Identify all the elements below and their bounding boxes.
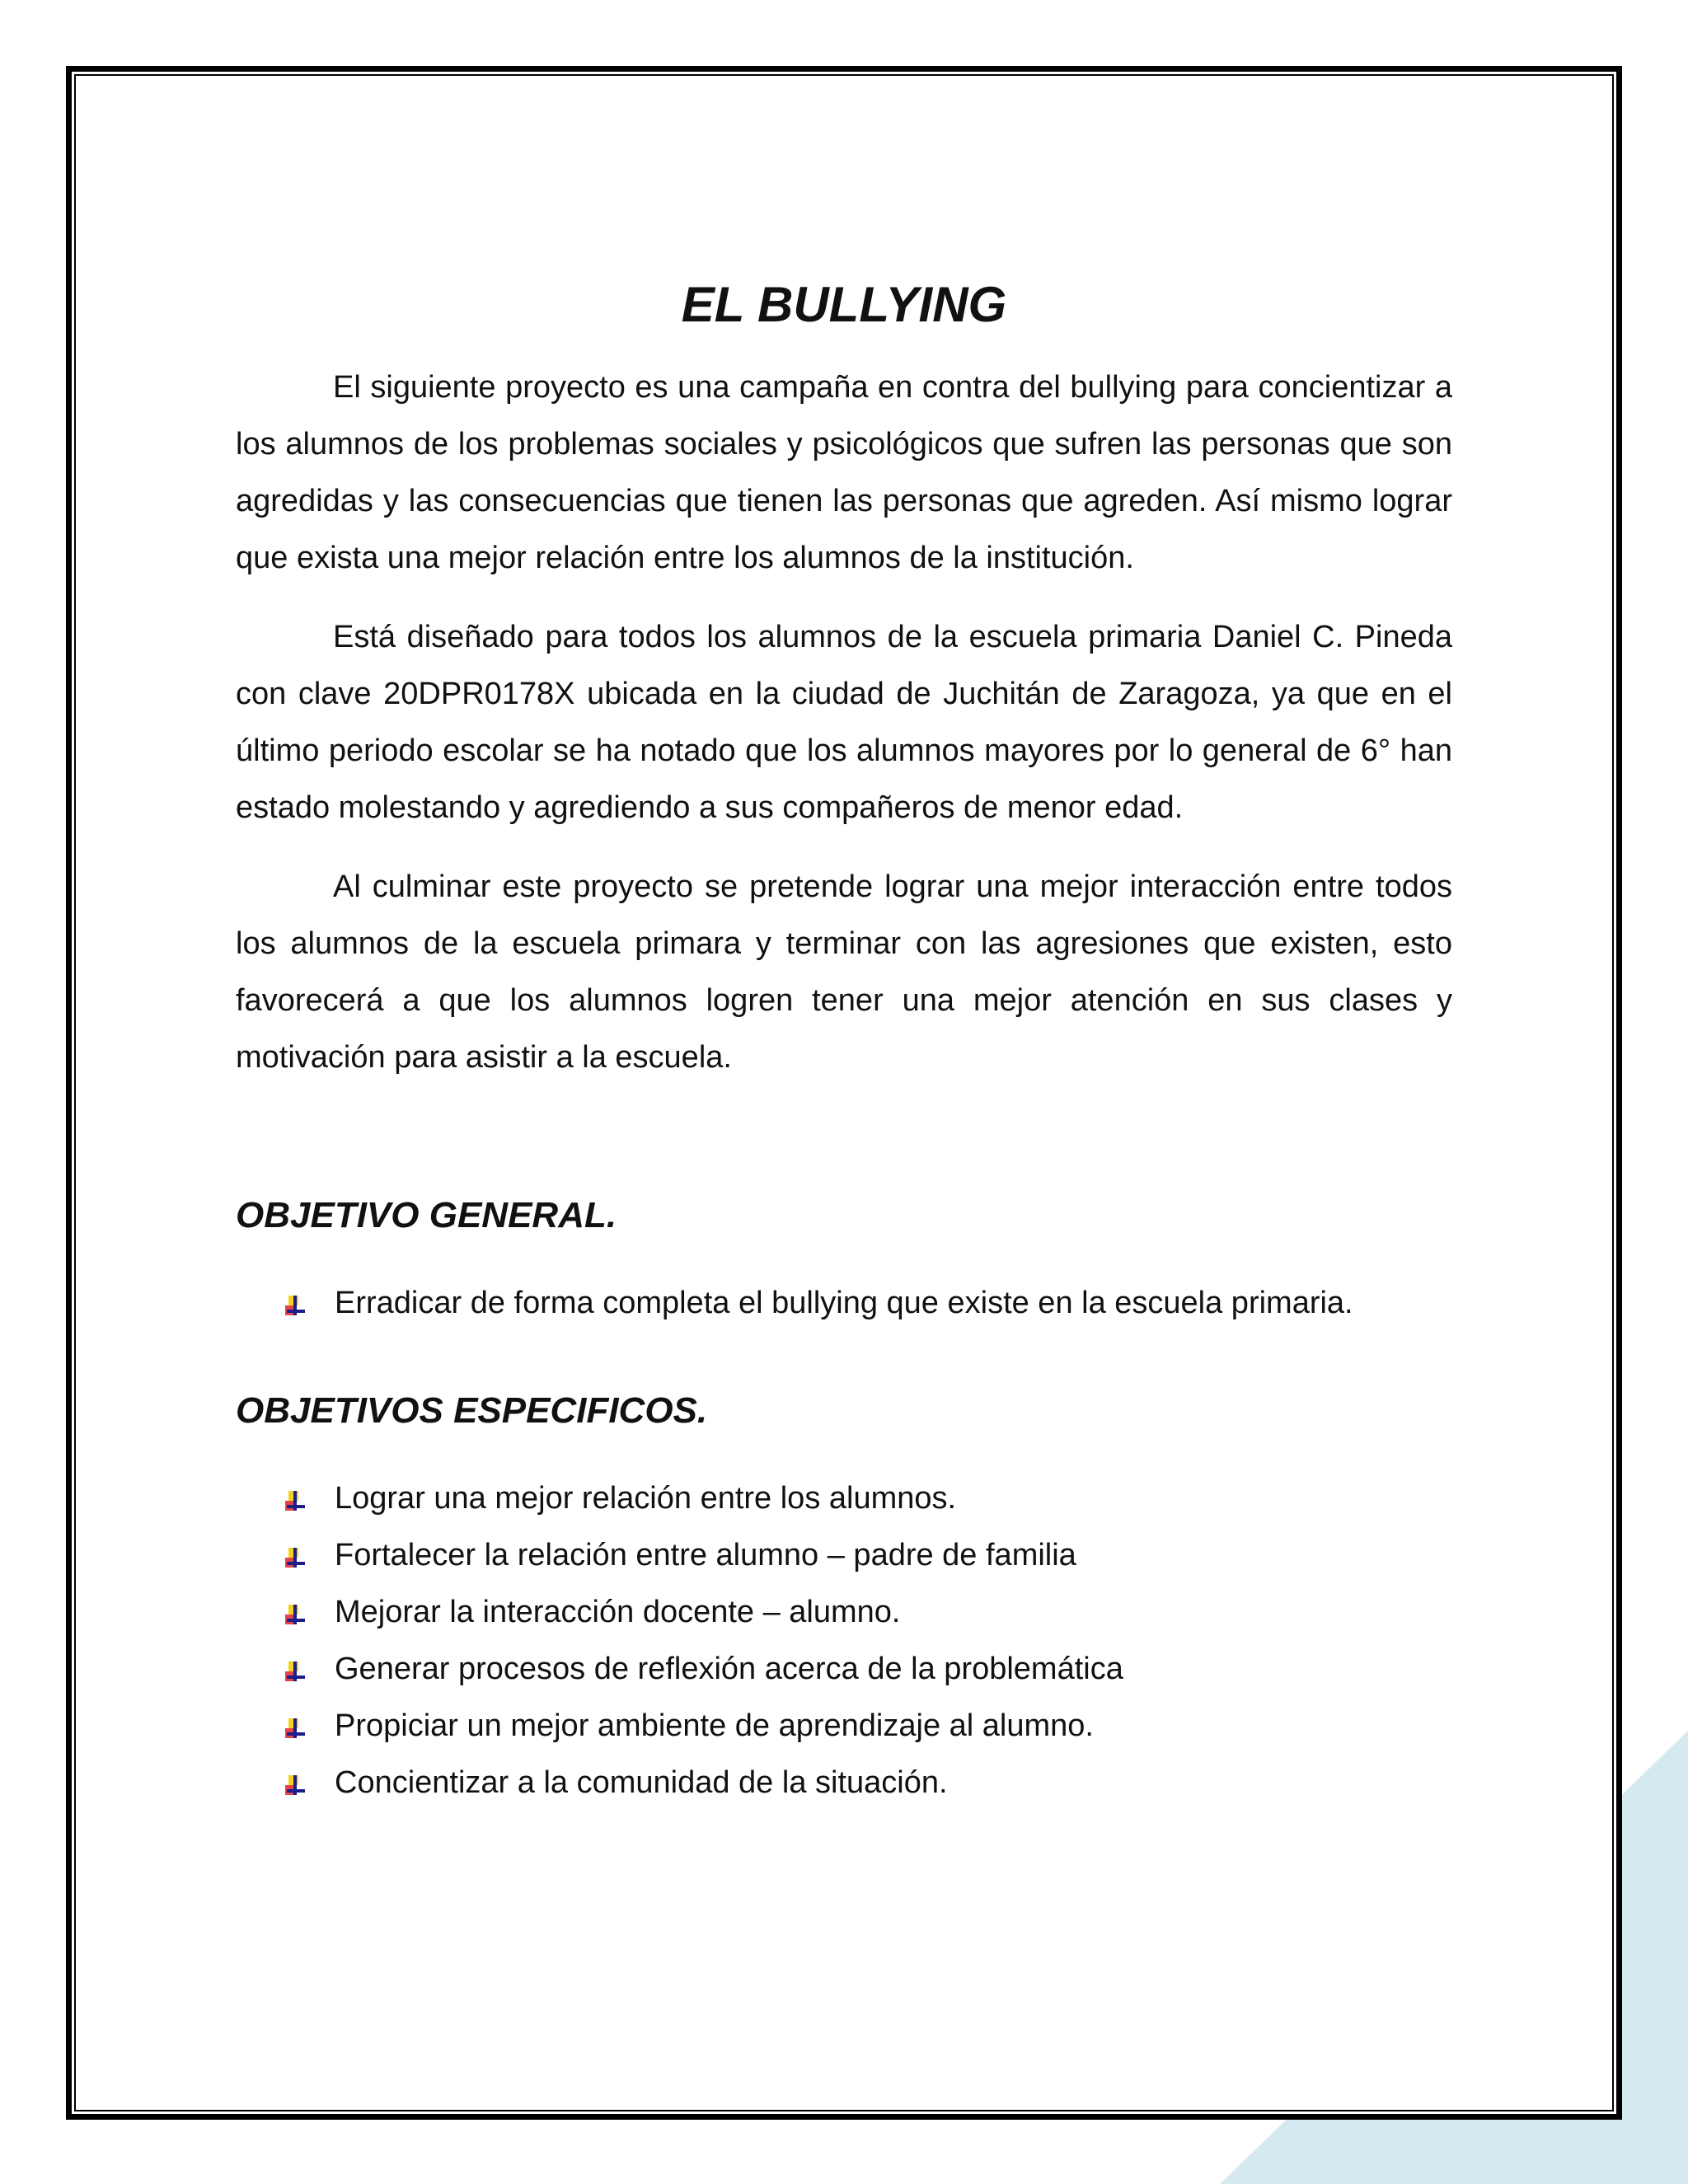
list-objetivo-general bbox=[285, 1275, 1452, 1332]
document-title: EL BULLYING bbox=[681, 277, 1007, 332]
document-body bbox=[236, 272, 1452, 1811]
list-item-text: Erradicar de forma completa el bullying que existe en la escuela primaria. bbox=[335, 1286, 1353, 1320]
heading-objetivo-general: OBJETIVO GENERAL. bbox=[236, 1195, 617, 1235]
list-item-text: Generar procesos de reflexión acerca de la problemática bbox=[335, 1652, 1123, 1686]
list-item bbox=[285, 1470, 1452, 1527]
plus-arrow-bullet-icon bbox=[285, 1661, 307, 1683]
plus-arrow-bullet-icon bbox=[285, 1491, 307, 1512]
list-item bbox=[285, 1584, 1452, 1641]
list-item bbox=[285, 1755, 1452, 1811]
list-item-text: Mejorar la interacción docente – alumno. bbox=[335, 1595, 901, 1629]
plus-arrow-bullet-icon bbox=[285, 1548, 307, 1569]
list-item-text: Lograr una mejor relación entre los alumnos. bbox=[335, 1481, 957, 1516]
list-item bbox=[285, 1527, 1452, 1584]
list-objetivos-especificos bbox=[285, 1470, 1452, 1811]
paragraph-target: Está diseñado para todos los alumnos de la escuela primaria Daniel C. Pineda con clave 20DPR0178X ubicada en la ciudad de Juchitán de Zaragoza, ya que en el último periodo escolar se ha notado que los alumnos mayores por lo general de 6° han estado molestando y agrediendo a sus compañeros de menor edad. bbox=[236, 620, 1452, 825]
paragraph-outcome: Al culminar este proyecto se pretende lograr una mejor interacción entre todos los alumnos de la escuela primara y terminar con las agresiones que existen, esto favorecerá a que los alumnos logren tener una mejor atención en sus clases y motivación para asistir a la escuela. bbox=[236, 869, 1452, 1075]
heading-objetivos-especificos: OBJETIVOS ESPECIFICOS. bbox=[236, 1390, 708, 1431]
list-item bbox=[285, 1275, 1452, 1332]
paragraph-intro: El siguiente proyecto es una campaña en contra del bullying para concientizar a los alumnos de los problemas sociales y psicológicos que sufren las personas que son agredidas y las consecuencias que tienen las personas que agreden. Así mismo lograr que exista una mejor relación entre los alumnos de la institución. bbox=[236, 370, 1452, 575]
plus-arrow-bullet-icon bbox=[285, 1775, 307, 1797]
plus-arrow-bullet-icon bbox=[285, 1296, 307, 1317]
list-item bbox=[285, 1698, 1452, 1755]
plus-arrow-bullet-icon bbox=[285, 1718, 307, 1740]
list-item-text: Propiciar un mejor ambiente de aprendizaje al alumno. bbox=[335, 1708, 1094, 1743]
page-number: 3 bbox=[1548, 1966, 1601, 2063]
plus-arrow-bullet-icon bbox=[285, 1605, 307, 1626]
list-item bbox=[285, 1641, 1452, 1698]
list-item-text: Fortalecer la relación entre alumno – padre de familia bbox=[335, 1538, 1076, 1572]
list-item-text: Concientizar a la comunidad de la situación. bbox=[335, 1765, 948, 1800]
